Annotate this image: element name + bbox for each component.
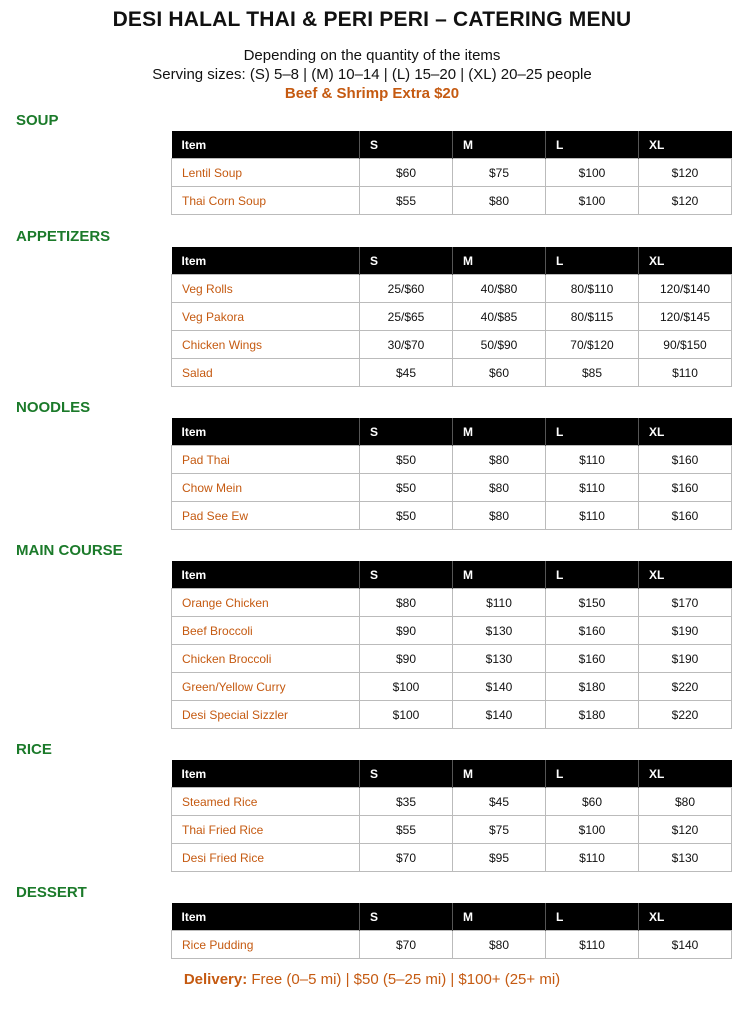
- column-header-s: S: [360, 760, 453, 788]
- price-xl: $140: [639, 931, 732, 959]
- table-row: [172, 446, 732, 474]
- column-header-l: L: [546, 903, 639, 931]
- column-header-s: S: [360, 247, 453, 275]
- price-s: $90: [360, 617, 453, 645]
- serving-sizes-note: Serving sizes: (S) 5–8 | (M) 10–14 | (L) 15–20 | (XL) 20–25 people: [152, 66, 592, 83]
- price-s: $50: [360, 474, 453, 502]
- price-s: $100: [360, 673, 453, 701]
- price-m: 50/$90: [453, 331, 546, 359]
- table-header-row: [172, 247, 732, 275]
- item-name: Pad See Ew: [172, 502, 360, 530]
- item-name: Desi Special Sizzler: [172, 701, 360, 729]
- item-name: Steamed Rice: [172, 788, 360, 816]
- price-l: $110: [546, 446, 639, 474]
- table-row: [172, 701, 732, 729]
- column-header-item: Item: [172, 131, 360, 159]
- price-s: 30/$70: [360, 331, 453, 359]
- section-heading-dessert: DESSERT: [16, 884, 87, 901]
- item-name: Desi Fried Rice: [172, 844, 360, 872]
- price-xl: $120: [639, 816, 732, 844]
- price-s: 25/$65: [360, 303, 453, 331]
- noodles-table: [171, 418, 732, 530]
- price-l: $100: [546, 816, 639, 844]
- column-header-m: M: [453, 903, 546, 931]
- column-header-xl: XL: [639, 247, 732, 275]
- price-l: $85: [546, 359, 639, 387]
- item-name: Salad: [172, 359, 360, 387]
- column-header-m: M: [453, 131, 546, 159]
- table-row: [172, 673, 732, 701]
- price-l: $110: [546, 844, 639, 872]
- price-l: $150: [546, 589, 639, 617]
- price-l: $60: [546, 788, 639, 816]
- column-header-l: L: [546, 561, 639, 589]
- column-header-item: Item: [172, 903, 360, 931]
- price-xl: $170: [639, 589, 732, 617]
- price-l: $100: [546, 187, 639, 215]
- price-l: $160: [546, 645, 639, 673]
- column-header-xl: XL: [639, 561, 732, 589]
- price-xl: 120/$145: [639, 303, 732, 331]
- price-m: $130: [453, 617, 546, 645]
- section-heading-appetizers: APPETIZERS: [16, 228, 111, 245]
- price-xl: $160: [639, 502, 732, 530]
- column-header-xl: XL: [639, 903, 732, 931]
- menu-title: DESI HALAL THAI & PERI PERI – CATERING MENU: [112, 8, 632, 31]
- main-course-table: [171, 561, 732, 729]
- price-xl: $160: [639, 446, 732, 474]
- price-xl: $190: [639, 617, 732, 645]
- table-row: [172, 474, 732, 502]
- column-header-l: L: [546, 418, 639, 446]
- table-row: [172, 931, 732, 959]
- price-s: 25/$60: [360, 275, 453, 303]
- rice-table: [171, 760, 732, 872]
- price-xl: $220: [639, 701, 732, 729]
- column-header-item: Item: [172, 561, 360, 589]
- price-xl: 120/$140: [639, 275, 732, 303]
- table-header-row: [172, 131, 732, 159]
- item-name: Veg Rolls: [172, 275, 360, 303]
- item-name: Chicken Wings: [172, 331, 360, 359]
- column-header-item: Item: [172, 760, 360, 788]
- price-xl: $190: [639, 645, 732, 673]
- price-m: $45: [453, 788, 546, 816]
- column-header-l: L: [546, 247, 639, 275]
- item-name: Orange Chicken: [172, 589, 360, 617]
- price-s: $90: [360, 645, 453, 673]
- appetizers-table: [171, 247, 732, 387]
- price-l: $110: [546, 502, 639, 530]
- section-heading-rice: RICE: [16, 741, 52, 758]
- column-header-item: Item: [172, 418, 360, 446]
- dessert-table: [171, 903, 732, 959]
- table-row: [172, 502, 732, 530]
- item-name: Rice Pudding: [172, 931, 360, 959]
- table-row: [172, 187, 732, 215]
- price-m: $140: [453, 673, 546, 701]
- price-m: $80: [453, 446, 546, 474]
- column-header-m: M: [453, 418, 546, 446]
- table-row: [172, 331, 732, 359]
- section-heading-noodles: NOODLES: [16, 399, 91, 416]
- beef-shrimp-extra-note: Beef & Shrimp Extra $20: [284, 85, 460, 102]
- price-l: 80/$115: [546, 303, 639, 331]
- price-s: $80: [360, 589, 453, 617]
- price-l: $160: [546, 617, 639, 645]
- column-header-l: L: [546, 131, 639, 159]
- price-s: $100: [360, 701, 453, 729]
- item-name: Thai Corn Soup: [172, 187, 360, 215]
- column-header-s: S: [360, 561, 453, 589]
- table-row: [172, 617, 732, 645]
- table-row: [172, 645, 732, 673]
- price-m: $80: [453, 187, 546, 215]
- column-header-s: S: [360, 131, 453, 159]
- column-header-s: S: [360, 418, 453, 446]
- column-header-xl: XL: [639, 418, 732, 446]
- section-heading-main-course: MAIN COURSE: [16, 542, 123, 559]
- price-xl: $80: [639, 788, 732, 816]
- quantity-note: Depending on the quantity of the items: [243, 47, 501, 64]
- price-m: $130: [453, 645, 546, 673]
- price-xl: $130: [639, 844, 732, 872]
- item-name: Beef Broccoli: [172, 617, 360, 645]
- delivery-note: [0, 971, 744, 988]
- price-m: $60: [453, 359, 546, 387]
- delivery-rates: Free (0–5 mi) | $50 (5–25 mi) | $100+ (25+ mi): [247, 971, 561, 988]
- price-s: $50: [360, 502, 453, 530]
- item-name: Green/Yellow Curry: [172, 673, 360, 701]
- item-name: Chicken Broccoli: [172, 645, 360, 673]
- table-header-row: [172, 418, 732, 446]
- price-l: 80/$110: [546, 275, 639, 303]
- table-header-row: [172, 561, 732, 589]
- price-m: 40/$80: [453, 275, 546, 303]
- price-xl: $110: [639, 359, 732, 387]
- price-xl: $120: [639, 159, 732, 187]
- column-header-l: L: [546, 760, 639, 788]
- price-s: $70: [360, 931, 453, 959]
- column-header-m: M: [453, 760, 546, 788]
- table-row: [172, 844, 732, 872]
- price-m: $75: [453, 159, 546, 187]
- price-m: $80: [453, 931, 546, 959]
- price-l: 70/$120: [546, 331, 639, 359]
- price-m: $140: [453, 701, 546, 729]
- column-header-m: M: [453, 247, 546, 275]
- soup-table: [171, 131, 732, 215]
- price-xl: 90/$150: [639, 331, 732, 359]
- price-m: $95: [453, 844, 546, 872]
- column-header-xl: XL: [639, 131, 732, 159]
- table-row: [172, 589, 732, 617]
- price-m: $110: [453, 589, 546, 617]
- price-s: $70: [360, 844, 453, 872]
- item-name: Lentil Soup: [172, 159, 360, 187]
- column-header-item: Item: [172, 247, 360, 275]
- price-l: $110: [546, 931, 639, 959]
- price-m: 40/$85: [453, 303, 546, 331]
- price-s: $60: [360, 159, 453, 187]
- column-header-s: S: [360, 903, 453, 931]
- table-row: [172, 788, 732, 816]
- price-m: $80: [453, 502, 546, 530]
- price-l: $180: [546, 673, 639, 701]
- table-row: [172, 159, 732, 187]
- section-heading-soup: SOUP: [16, 112, 59, 129]
- price-s: $55: [360, 187, 453, 215]
- price-l: $180: [546, 701, 639, 729]
- table-header-row: [172, 760, 732, 788]
- table-header-row: [172, 903, 732, 931]
- column-header-xl: XL: [639, 760, 732, 788]
- table-row: [172, 275, 732, 303]
- price-s: $55: [360, 816, 453, 844]
- item-name: Chow Mein: [172, 474, 360, 502]
- item-name: Pad Thai: [172, 446, 360, 474]
- table-row: [172, 816, 732, 844]
- price-m: $75: [453, 816, 546, 844]
- item-name: Thai Fried Rice: [172, 816, 360, 844]
- price-l: $100: [546, 159, 639, 187]
- item-name: Veg Pakora: [172, 303, 360, 331]
- price-xl: $120: [639, 187, 732, 215]
- price-s: $50: [360, 446, 453, 474]
- price-xl: $160: [639, 474, 732, 502]
- price-l: $110: [546, 474, 639, 502]
- price-xl: $220: [639, 673, 732, 701]
- price-m: $80: [453, 474, 546, 502]
- column-header-m: M: [453, 561, 546, 589]
- delivery-label: Delivery:: [183, 971, 248, 988]
- price-s: $35: [360, 788, 453, 816]
- table-row: [172, 303, 732, 331]
- table-row: [172, 359, 732, 387]
- price-s: $45: [360, 359, 453, 387]
